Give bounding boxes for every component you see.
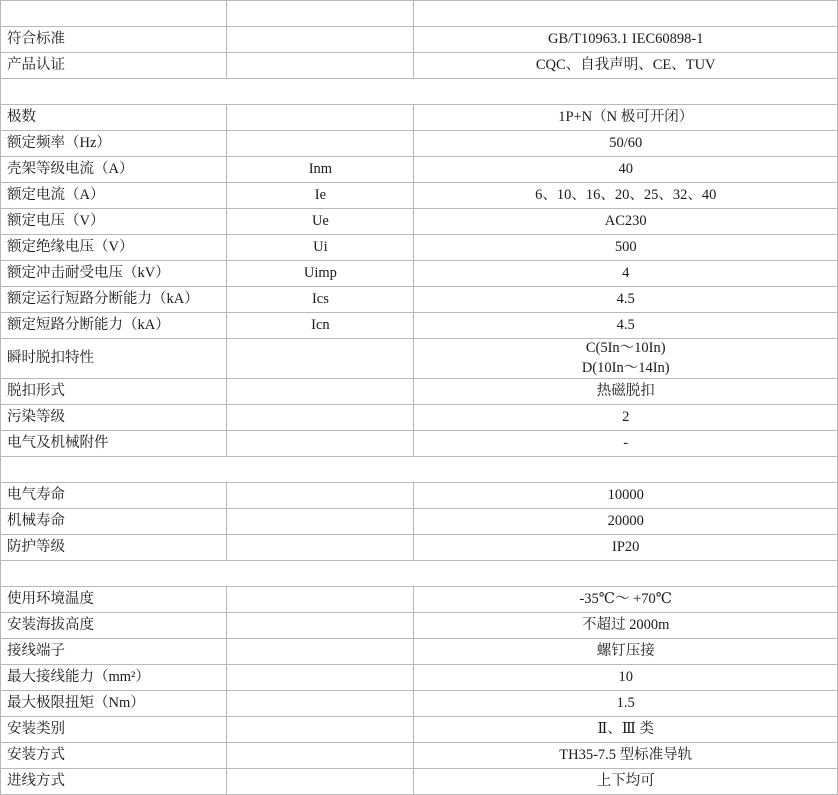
- row-value: CQC、自我声明、CE、TUV: [414, 53, 838, 79]
- row-value: 2: [414, 405, 838, 431]
- row-value: 40: [414, 157, 838, 183]
- table-row: [1, 769, 838, 795]
- row-value: 6、10、16、20、25、32、40: [414, 183, 838, 209]
- row-symbol: Inm: [227, 157, 414, 183]
- row-symbol: [227, 483, 414, 509]
- header-product-model: TGB1N-40: [414, 1, 838, 27]
- row-label: 进线方式: [1, 769, 227, 795]
- row-value: 500: [414, 235, 838, 261]
- row-value: 4.5: [414, 287, 838, 313]
- table-row: [1, 183, 838, 209]
- section-title: 正常工作条件及安装特性: [1, 561, 838, 587]
- row-label: 机械寿命: [1, 509, 227, 535]
- row-value: 上下均可: [414, 769, 838, 795]
- row-label: 电气及机械附件: [1, 431, 227, 457]
- row-value: 热磁脱扣: [414, 379, 838, 405]
- table-row: [1, 313, 838, 339]
- row-symbol: [227, 587, 414, 613]
- table-row: [1, 665, 838, 691]
- row-label: 瞬时脱扣特性: [1, 339, 227, 379]
- row-symbol: [227, 743, 414, 769]
- row-symbol: [227, 405, 414, 431]
- table-row: [1, 613, 838, 639]
- row-symbol: [227, 665, 414, 691]
- row-symbol: [227, 639, 414, 665]
- row-value-line-2: D(10In～14In): [581, 359, 670, 376]
- row-value: TH35-7.5 型标准导轨: [414, 743, 838, 769]
- row-label: 额定电压（V）: [1, 209, 227, 235]
- row-symbol: [227, 535, 414, 561]
- row-value: -35℃～ +70℃: [414, 587, 838, 613]
- row-symbol: [227, 339, 414, 379]
- row-label: 符合标准: [1, 27, 227, 53]
- row-label: 使用环境温度: [1, 587, 227, 613]
- row-value: GB/T10963.1 IEC60898-1: [414, 27, 838, 53]
- table-row: [1, 483, 838, 509]
- spec-table-body: [1, 1, 838, 795]
- row-symbol: Ue: [227, 209, 414, 235]
- table-row: [1, 105, 838, 131]
- row-label: 额定绝缘电压（V）: [1, 235, 227, 261]
- table-row: [1, 431, 838, 457]
- row-symbol: [227, 431, 414, 457]
- row-label: 额定短路分断能力（kA）: [1, 313, 227, 339]
- table-row: [1, 27, 838, 53]
- row-symbol: [227, 53, 414, 79]
- row-label: 壳架等级电流（A）: [1, 157, 227, 183]
- row-symbol: [227, 691, 414, 717]
- row-label: 最大接线能力（mm²）: [1, 665, 227, 691]
- row-value: 50/60: [414, 131, 838, 157]
- row-symbol: Icn: [227, 313, 414, 339]
- table-section-row: [1, 457, 838, 483]
- table-row: [1, 209, 838, 235]
- table-row: [1, 379, 838, 405]
- table-header-row: [1, 1, 838, 27]
- row-value: 螺钉压接: [414, 639, 838, 665]
- row-label: 安装海拔高度: [1, 613, 227, 639]
- table-row: [1, 157, 838, 183]
- table-row: [1, 53, 838, 79]
- table-row: [1, 339, 838, 379]
- row-label: 安装方式: [1, 743, 227, 769]
- row-symbol: Ics: [227, 287, 414, 313]
- row-label: 产品认证: [1, 53, 227, 79]
- row-value: 1.5: [414, 691, 838, 717]
- row-value: AC230: [414, 209, 838, 235]
- table-section-row: [1, 79, 838, 105]
- row-symbol: [227, 379, 414, 405]
- section-title: 电气特性: [1, 79, 838, 105]
- row-label: 安装类别: [1, 717, 227, 743]
- row-value: 10: [414, 665, 838, 691]
- row-symbol: [227, 131, 414, 157]
- row-label: 最大极限扭矩（Nm）: [1, 691, 227, 717]
- row-label: 额定冲击耐受电压（kV）: [1, 261, 227, 287]
- row-label: 额定运行短路分断能力（kA）: [1, 287, 227, 313]
- row-label: 额定电流（A）: [1, 183, 227, 209]
- header-spacer-cell: [227, 1, 414, 27]
- row-value: -: [414, 431, 838, 457]
- row-value: 4.5: [414, 313, 838, 339]
- table-row: [1, 587, 838, 613]
- table-row: [1, 261, 838, 287]
- table-row: [1, 131, 838, 157]
- table-row: [1, 639, 838, 665]
- row-symbol: Ui: [227, 235, 414, 261]
- table-row: [1, 717, 838, 743]
- table-row: [1, 509, 838, 535]
- row-value: 不超过 2000m: [414, 613, 838, 639]
- row-value-line-1: C(5In～10In): [585, 340, 666, 356]
- row-symbol: Ie: [227, 183, 414, 209]
- row-value: 20000: [414, 509, 838, 535]
- row-value: 4: [414, 261, 838, 287]
- table-section-row: [1, 561, 838, 587]
- row-value: 10000: [414, 483, 838, 509]
- row-symbol: [227, 717, 414, 743]
- table-row: [1, 743, 838, 769]
- section-title: 机械特性: [1, 457, 838, 483]
- header-product-name: 产品名称: [1, 1, 227, 27]
- table-row: [1, 235, 838, 261]
- row-value: 1P+N（N 极可开闭）: [414, 105, 838, 131]
- row-value: IP20: [414, 535, 838, 561]
- row-label: 极数: [1, 105, 227, 131]
- row-label: 污染等级: [1, 405, 227, 431]
- row-symbol: [227, 613, 414, 639]
- table-row: [1, 405, 838, 431]
- row-symbol: Uimp: [227, 261, 414, 287]
- row-label: 防护等级: [1, 535, 227, 561]
- row-label: 脱扣形式: [1, 379, 227, 405]
- row-label: 电气寿命: [1, 483, 227, 509]
- row-label: 额定频率（Hz）: [1, 131, 227, 157]
- row-symbol: [227, 27, 414, 53]
- row-symbol: [227, 105, 414, 131]
- row-value: Ⅱ、Ⅲ 类: [414, 717, 838, 743]
- table-row: [1, 287, 838, 313]
- table-row: [1, 691, 838, 717]
- row-symbol: [227, 509, 414, 535]
- row-label: 接线端子: [1, 639, 227, 665]
- table-row: [1, 535, 838, 561]
- row-value: [414, 339, 838, 379]
- row-symbol: [227, 769, 414, 795]
